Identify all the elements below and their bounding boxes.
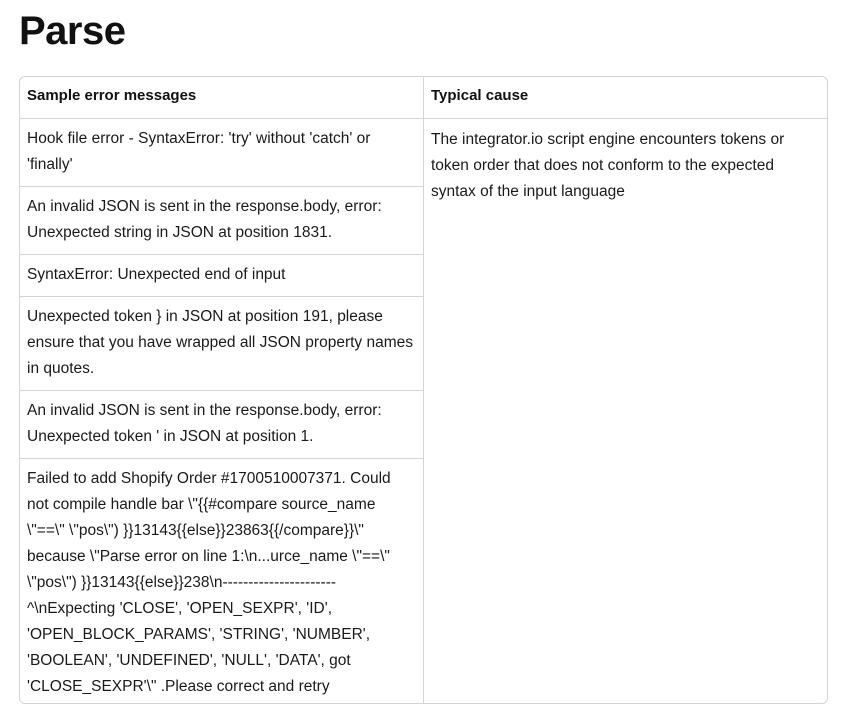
table-header-row	[20, 77, 827, 119]
page-title: Parse	[19, 9, 126, 53]
error-message-cell: Hook file error - SyntaxError: 'try' without 'catch' or 'finally'	[20, 119, 423, 187]
error-message-cell: SyntaxError: Unexpected end of input	[20, 255, 423, 297]
column-header-sample-errors: Sample error messages	[20, 77, 424, 118]
error-message-cell: Failed to add Shopify Order #1700510007371. Could not compile handle bar \"{{#compare source_name \"==\" \"pos\") }}13143{{else}}23863{{/compare}}\" because \"Parse error on line 1:\n...urce_name \"==\" \"pos\") }}13143{{else}}238\n----------------------^\nExpecting 'CLOSE', 'OPEN_SEXPR', 'ID', 'OPEN_BLOCK_PARAMS', 'STRING', 'NUMBER', 'BOOLEAN', 'UNDEFINED', 'NULL', 'DATA', got 'CLOSE_SEXPR'\" .Please correct and retry	[27, 470, 391, 695]
typical-cause-cell: The integrator.io script engine encounters tokens or token order that does not conform to the expected syntax of the input language	[431, 131, 785, 200]
error-message-cell: Unexpected token } in JSON at position 191, please ensure that you have wrapped all JSON property names in quotes.	[20, 297, 423, 391]
table-body	[20, 119, 827, 703]
column-header-typical-cause: Typical cause	[431, 87, 529, 104]
error-table	[19, 76, 828, 704]
error-message-cell: An invalid JSON is sent in the response.body, error: Unexpected token ' in JSON at position 1.	[20, 391, 423, 459]
error-messages-column	[20, 119, 424, 703]
error-message-cell: An invalid JSON is sent in the response.body, error: Unexpected string in JSON at position 1831.	[20, 187, 423, 255]
